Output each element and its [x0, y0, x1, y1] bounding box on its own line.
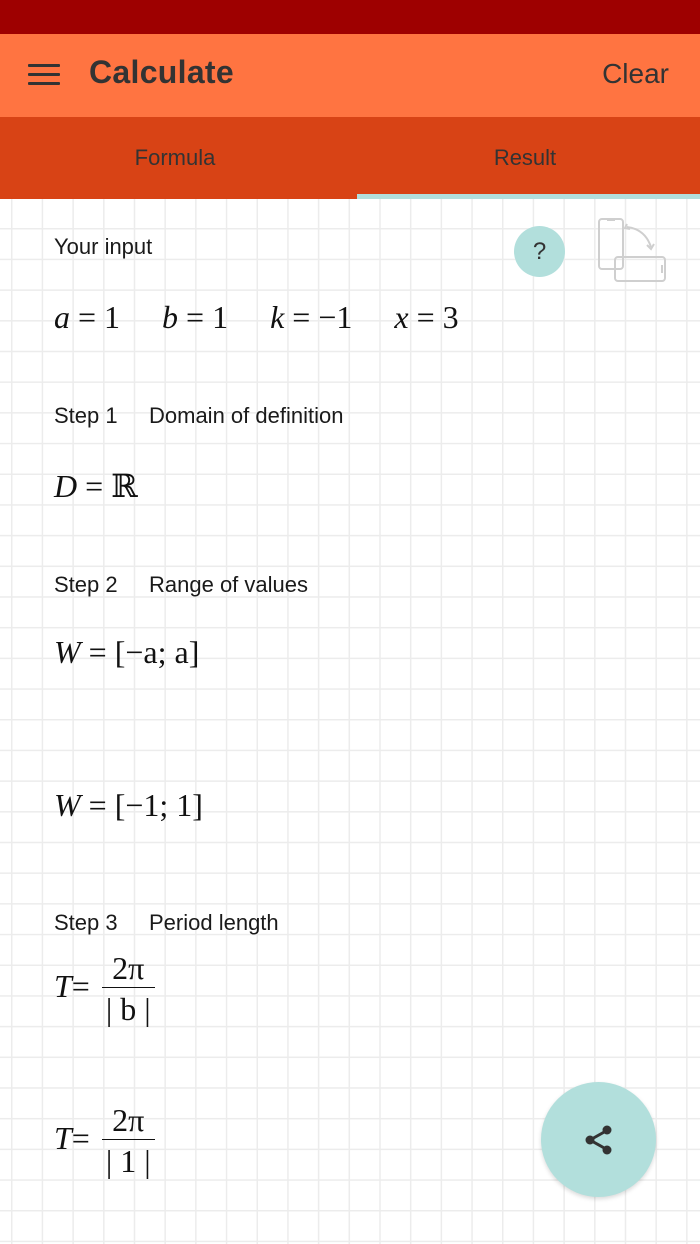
step-2-formula-general: W = [−a; a] — [54, 634, 200, 670]
your-input-label: Your input — [54, 234, 153, 259]
step-1-heading — [54, 403, 343, 429]
input-value-k: k = −1 — [270, 299, 353, 335]
step-3-formula-result: T= $\frac{2\pi}{| 1 |}$ — [54, 1101, 155, 1182]
step-2-heading — [54, 572, 308, 598]
help-button[interactable] — [514, 226, 565, 277]
result-content[interactable] — [0, 199, 700, 1244]
step-2-title: Range of values — [149, 572, 308, 597]
input-value-b: b = 1 — [162, 299, 229, 335]
fraction: $\frac{2\pi}{| 1 |}$ — [102, 1101, 155, 1182]
input-values — [54, 299, 459, 336]
question-mark-icon: ? — [532, 237, 547, 265]
step-1-number: Step 1 — [54, 403, 118, 428]
fraction: $\frac{2\pi}{| b |}$ — [102, 949, 155, 1030]
step-2-formula-result: W = [−1; 1] — [54, 787, 203, 823]
tab-result[interactable]: Result — [493, 145, 557, 170]
rotate-screen-icon[interactable] — [597, 217, 667, 283]
input-value-x: x = 3 — [394, 299, 459, 335]
step-2-number: Step 2 — [54, 572, 118, 597]
share-button[interactable] — [541, 1082, 656, 1197]
tab-bar — [0, 117, 700, 199]
step-3-title: Period length — [149, 910, 279, 935]
step-3-number: Step 3 — [54, 910, 118, 935]
clear-button[interactable]: Clear — [602, 58, 669, 89]
tab-formula[interactable]: Formula — [134, 145, 216, 170]
hamburger-menu-icon[interactable] — [28, 64, 60, 86]
input-value-a: a = 1 — [54, 299, 121, 335]
step-3-heading — [54, 910, 279, 936]
share-icon — [581, 1122, 617, 1158]
page-title: Calculate — [89, 54, 234, 90]
app-bar — [0, 34, 700, 117]
step-1-title: Domain of definition — [149, 403, 344, 428]
step-3-formula-general: T= $\frac{2\pi}{| b |}$ — [54, 949, 155, 1030]
step-1-formula: D = ℝ — [54, 468, 138, 504]
status-bar — [0, 0, 700, 34]
